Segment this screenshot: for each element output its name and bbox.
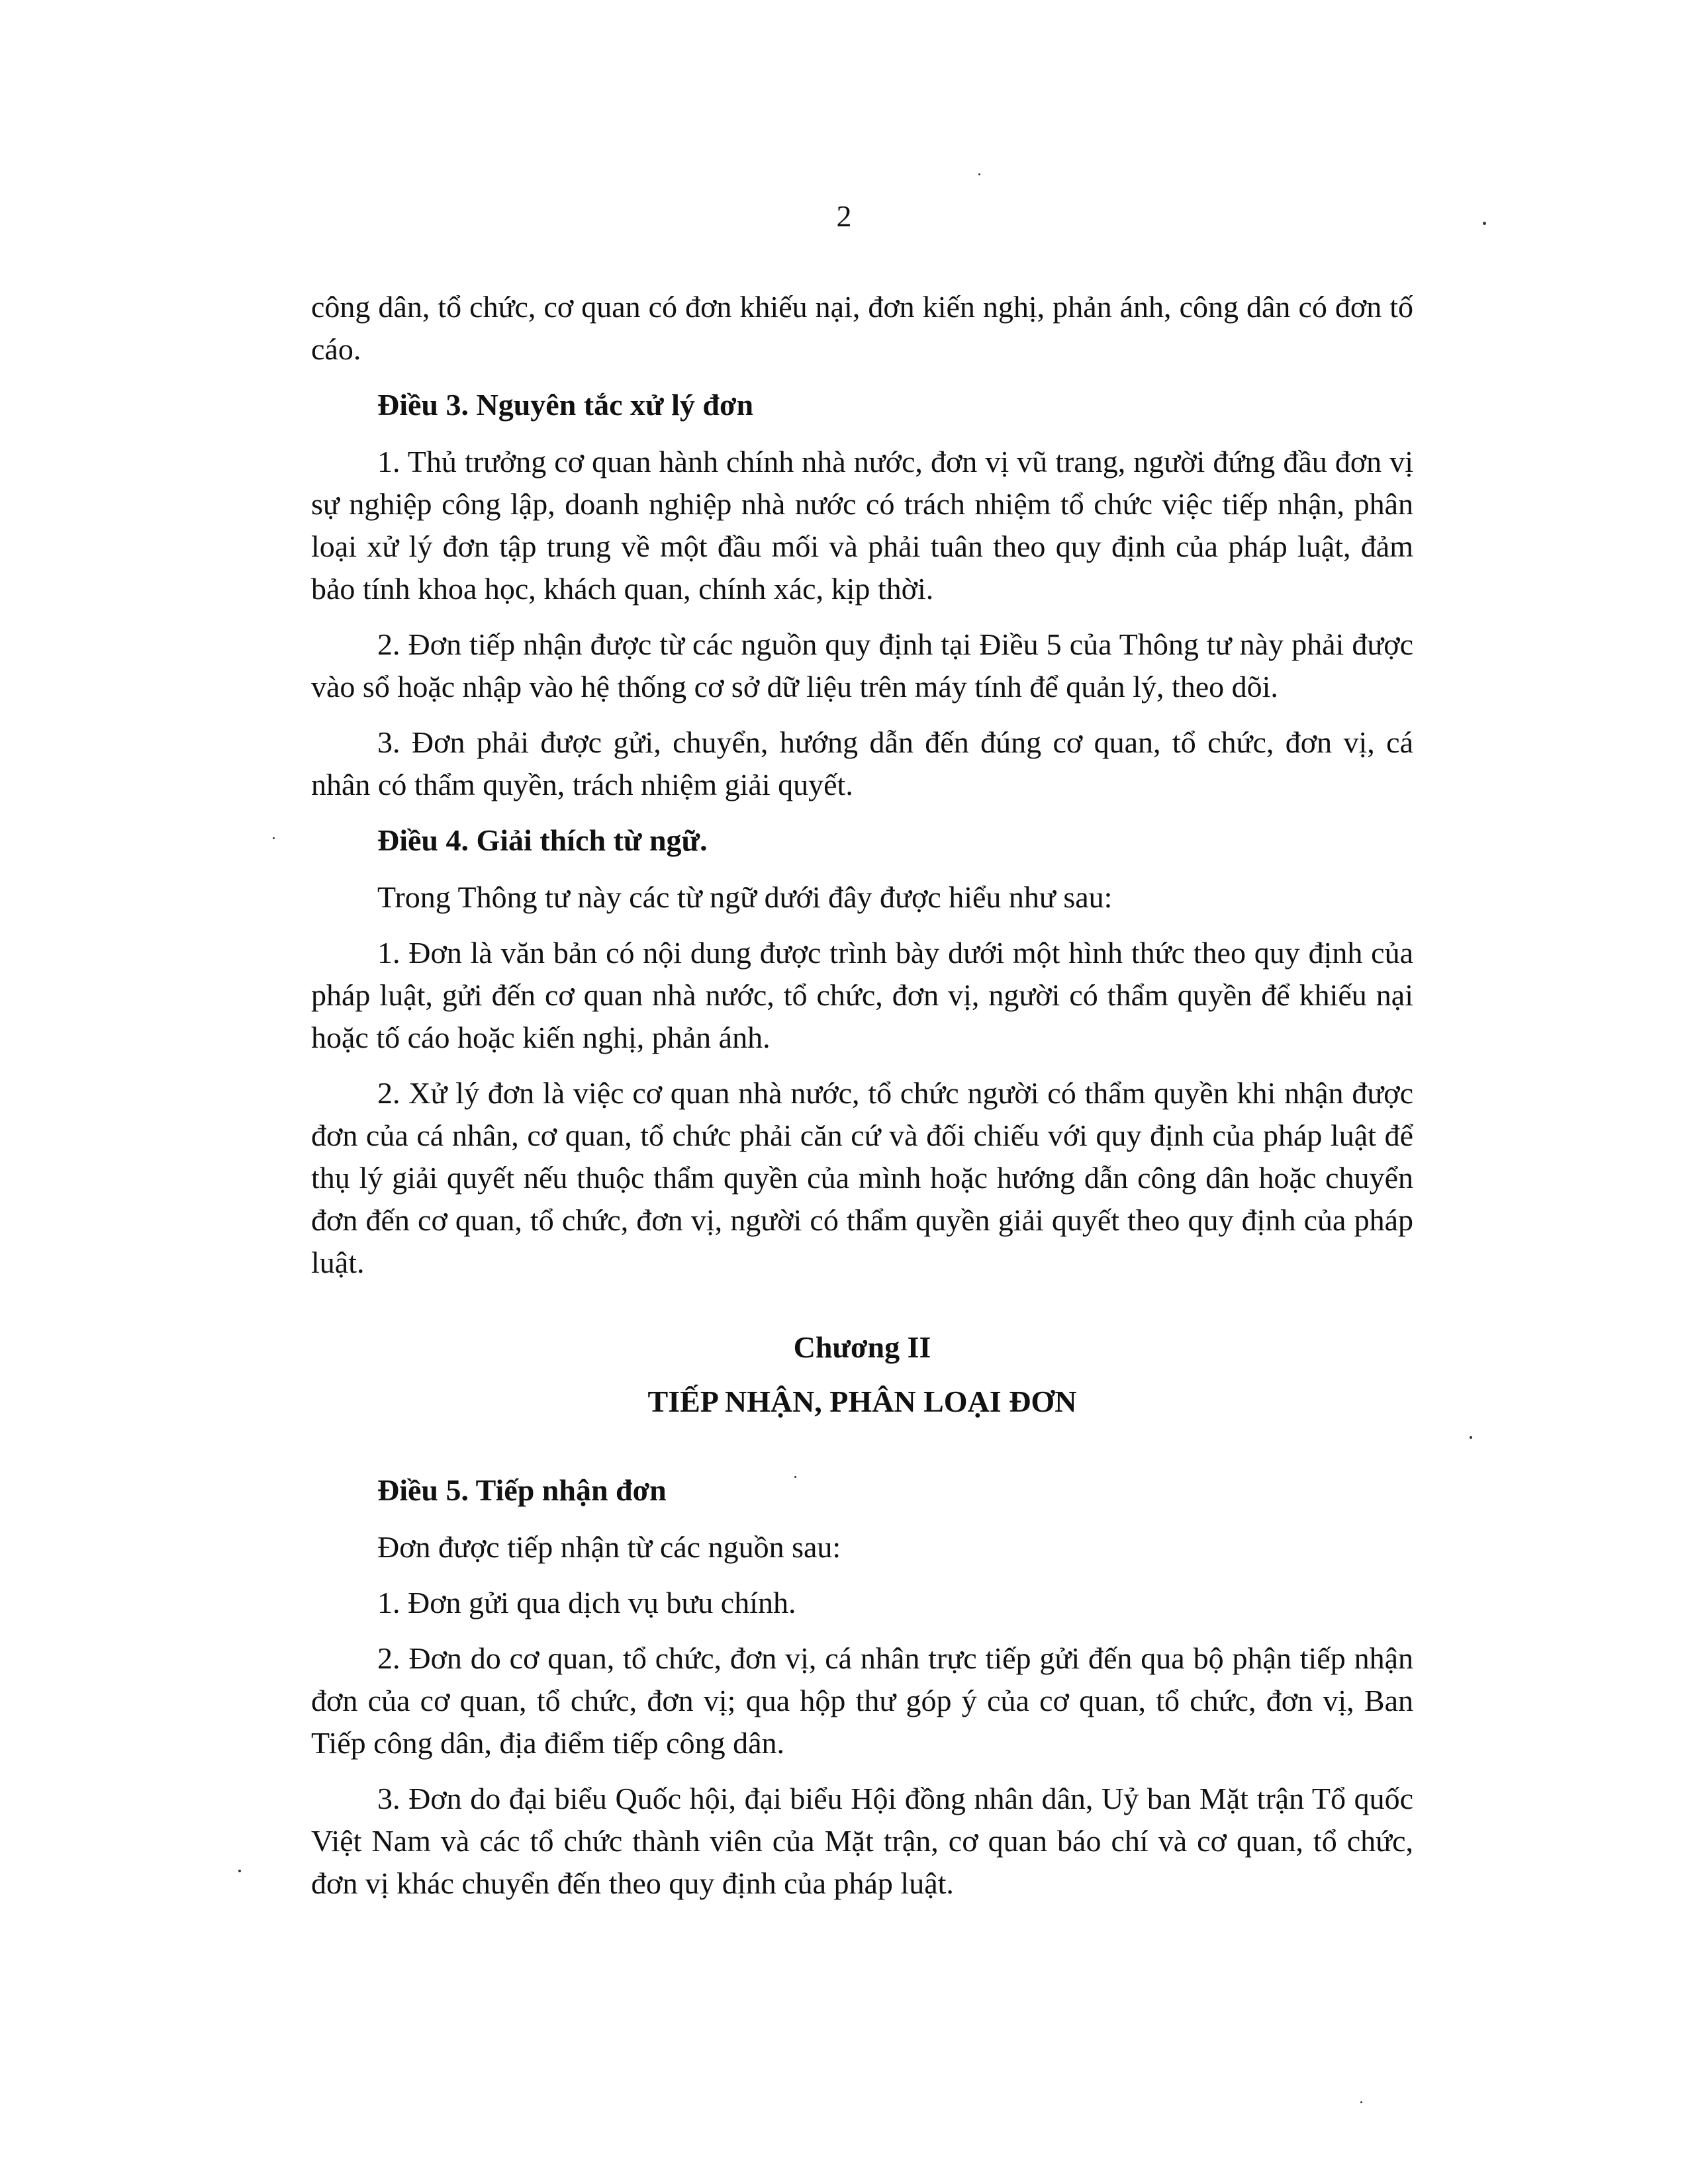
scan-speck	[273, 837, 275, 839]
article-3-item-3: 3. Đơn phải được gửi, chuyển, hướng dẫn đến đúng cơ quan, tổ chức, đơn vị, cá nhân có thẩm quyền, trách nhiệm giải quyết.	[311, 725, 1413, 801]
chapter-title: TIẾP NHẬN, PHÂN LOẠI ĐƠN	[647, 1385, 1077, 1418]
article-4-item-2: 2. Xử lý đơn là việc cơ quan nhà nước, tổ chức người có thẩm quyền khi nhận được đơn của cá nhân, cơ quan, tổ chức phải căn cứ và đối chiếu với quy định của pháp luật để thụ lý giải quyết nếu thuộc thẩm quyền của mình hoặc hướng dẫn công dân hoặc chuyển đơn đến cơ quan, tổ chức, đơn vị, người có thẩm quyền giải quyết theo quy định của pháp luật.	[311, 1076, 1413, 1279]
article-5-lead: Đơn được tiếp nhận từ các nguồn sau:	[377, 1530, 841, 1564]
scan-speck	[978, 173, 980, 175]
article-5-item-2: 2. Đơn do cơ quan, tổ chức, đơn vị, cá nhân trực tiếp gửi đến qua bộ phận tiếp nhận đơn của cơ quan, tổ chức, đơn vị; qua hộp thư góp ý của cơ quan, tổ chức, đơn vị, Ban Tiếp công dân, địa điểm tiếp công dân.	[311, 1641, 1413, 1760]
scan-speck	[1360, 2101, 1362, 2103]
document-body	[311, 286, 1413, 1918]
article-5-item-3: 3. Đơn do đại biểu Quốc hội, đại biểu Hội đồng nhân dân, Uỷ ban Mặt trận Tổ quốc Việt Nam và các tổ chức thành viên của Mặt trận, cơ quan báo chí và cơ quan, tổ chức, đơn vị khác chuyển đến theo quy định của pháp luật.	[311, 1782, 1413, 1900]
intro-paragraph: công dân, tổ chức, cơ quan có đơn khiếu nại, đơn kiến nghị, phản ánh, công dân có đơn tố cáo.	[311, 290, 1413, 366]
scan-speck	[1470, 1436, 1472, 1439]
article-4-heading: Điều 4. Giải thích từ ngữ.	[377, 823, 708, 857]
article-3-item-1: 1. Thủ trưởng cơ quan hành chính nhà nước, đơn vị vũ trang, người đứng đầu đơn vị sự nghiệp công lập, doanh nghiệp nhà nước có trách nhiệm tổ chức việc tiếp nhận, phân loại xử lý đơn tập trung về một đầu mối và phải tuân theo quy định của pháp luật, đảm bảo tính khoa học, khách quan, chính xác, kịp thời.	[311, 445, 1413, 606]
article-4-lead: Trong Thông tư này các từ ngữ dưới đây được hiểu như sau:	[377, 880, 1113, 914]
chapter-label: Chương II	[793, 1330, 931, 1364]
article-5-heading: Điều 5. Tiếp nhận đơn	[377, 1473, 667, 1507]
article-4-item-1: 1. Đơn là văn bản có nội dung được trình bày dưới một hình thức theo quy định của pháp luật, gửi đến cơ quan nhà nước, tổ chức, đơn vị, người có thẩm quyền để khiếu nại hoặc tố cáo hoặc kiến nghị, phản ánh.	[311, 936, 1413, 1054]
scan-speck	[238, 1870, 241, 1872]
article-5-item-1: 1. Đơn gửi qua dịch vụ bưu chính.	[377, 1586, 796, 1619]
page-number: 2	[836, 199, 852, 233]
article-3-heading: Điều 3. Nguyên tắc xử lý đơn	[377, 388, 754, 422]
scan-speck	[1483, 222, 1486, 225]
article-3-item-2: 2. Đơn tiếp nhận được từ các nguồn quy định tại Điều 5 của Thông tư này phải được vào sổ hoặc nhập vào hệ thống cơ sở dữ liệu trên máy tính để quản lý, theo dõi.	[311, 627, 1413, 704]
